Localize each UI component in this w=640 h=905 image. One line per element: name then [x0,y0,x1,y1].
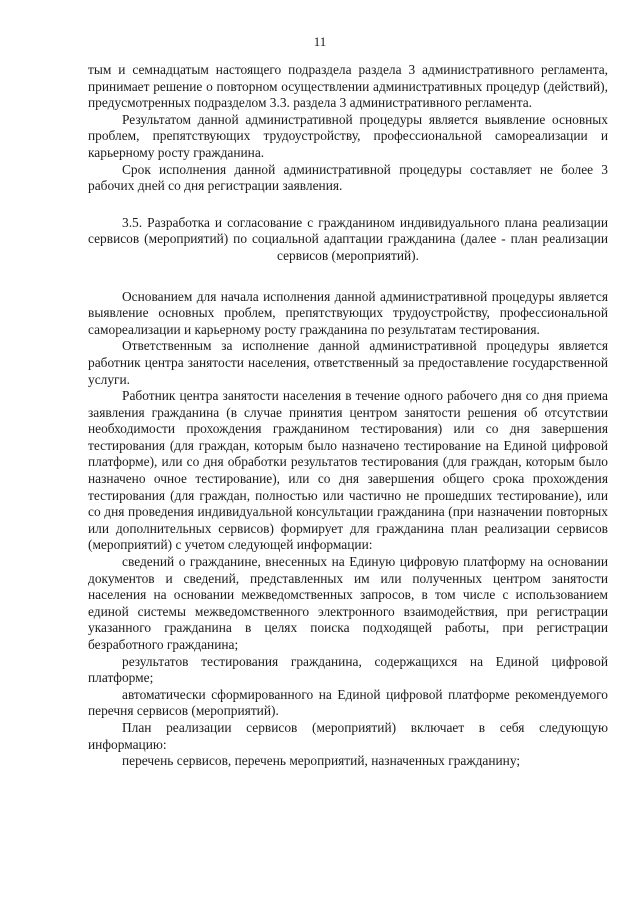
paragraph-procedure: Работник центра занятости населения в течение одного рабочего дня со дня приема заявления гражданина (в случае принятия центром занятости решения об отсутствии необходимости прохождения гражданином тестирования) или со дня завершения тестирования (для граждан, которым было назначено тестирование на Единой цифровой платформе), или со дня обработки результатов тестирования (для граждан, которым было назначено очное тестирование), или со дня завершения общего срока прохождения тестирования (для граждан, полностью или частично не прошедших тестирование), или со дня проведения индивидуальной консультации гражданина (при назначении повторных или дополнительных сервисов) формирует для гражданина план реализации сервисов (мероприятий) с учетом следующей информации: [88,388,608,553]
paragraph-basis: Основанием для начала исполнения данной административной процедуры является выявление основных проблем, препятствующих трудоустройству, профессиональной самореализации и карьерному росту гражданина по результатам тестирования. [88,288,608,337]
document-body [88,62,608,770]
paragraph-result: Результатом данной административной процедуры является выявление основных проблем, препятствующих трудоустройству, профессиональной самореализации и карьерному росту гражданина. [88,111,608,160]
paragraph-responsible: Ответственным за исполнение данной административной процедуры является работник центра занятости населения, ответственный за предоставление государственной услуги. [88,338,608,387]
paragraph-info-citizen: сведений о гражданине, внесенных на Единую цифровую платформу на основании документов и сведений, представленных им или полученных центром занятости населения на основании межведомственных запросов, в том числе с использованием единой системы межведомственного электронного взаимодействия, при регистрации указанного гражданина в целях поиска подходящей работы, при регистрации безработного гражданина; [88,554,608,652]
paragraph-plan-contents: План реализации сервисов (мероприятий) включает в себя следующую информацию: [88,719,608,752]
paragraph-info-services: автоматически сформированного на Единой цифровой платформе рекомендуемого перечня сервисов (мероприятий). [88,686,608,719]
paragraph-deadline: Срок исполнения данной административной процедуры составляет не более 3 рабочих дней со дня регистрации заявления. [88,161,608,194]
section-heading: 3.5. Разработка и согласование с гражданином индивидуального плана реализации сервисов (мероприятий) по социальной адаптации гражданина (далее - план реализации сервисов (мероприятий). [88,214,608,263]
page-number: 11 [313,34,327,49]
paragraph-continuation: тым и семнадцатым настоящего подраздела раздела 3 административного регламента, принимает решение о повторном осуществлении административных процедур (действий), предусмотренных подразделом 3.3. раздела 3 административного регламента. [88,62,608,111]
paragraph-info-testing: результатов тестирования гражданина, содержащихся на Единой цифровой платформе; [88,653,608,686]
paragraph-list-services: перечень сервисов, перечень мероприятий, назначенных гражданину; [122,753,521,769]
